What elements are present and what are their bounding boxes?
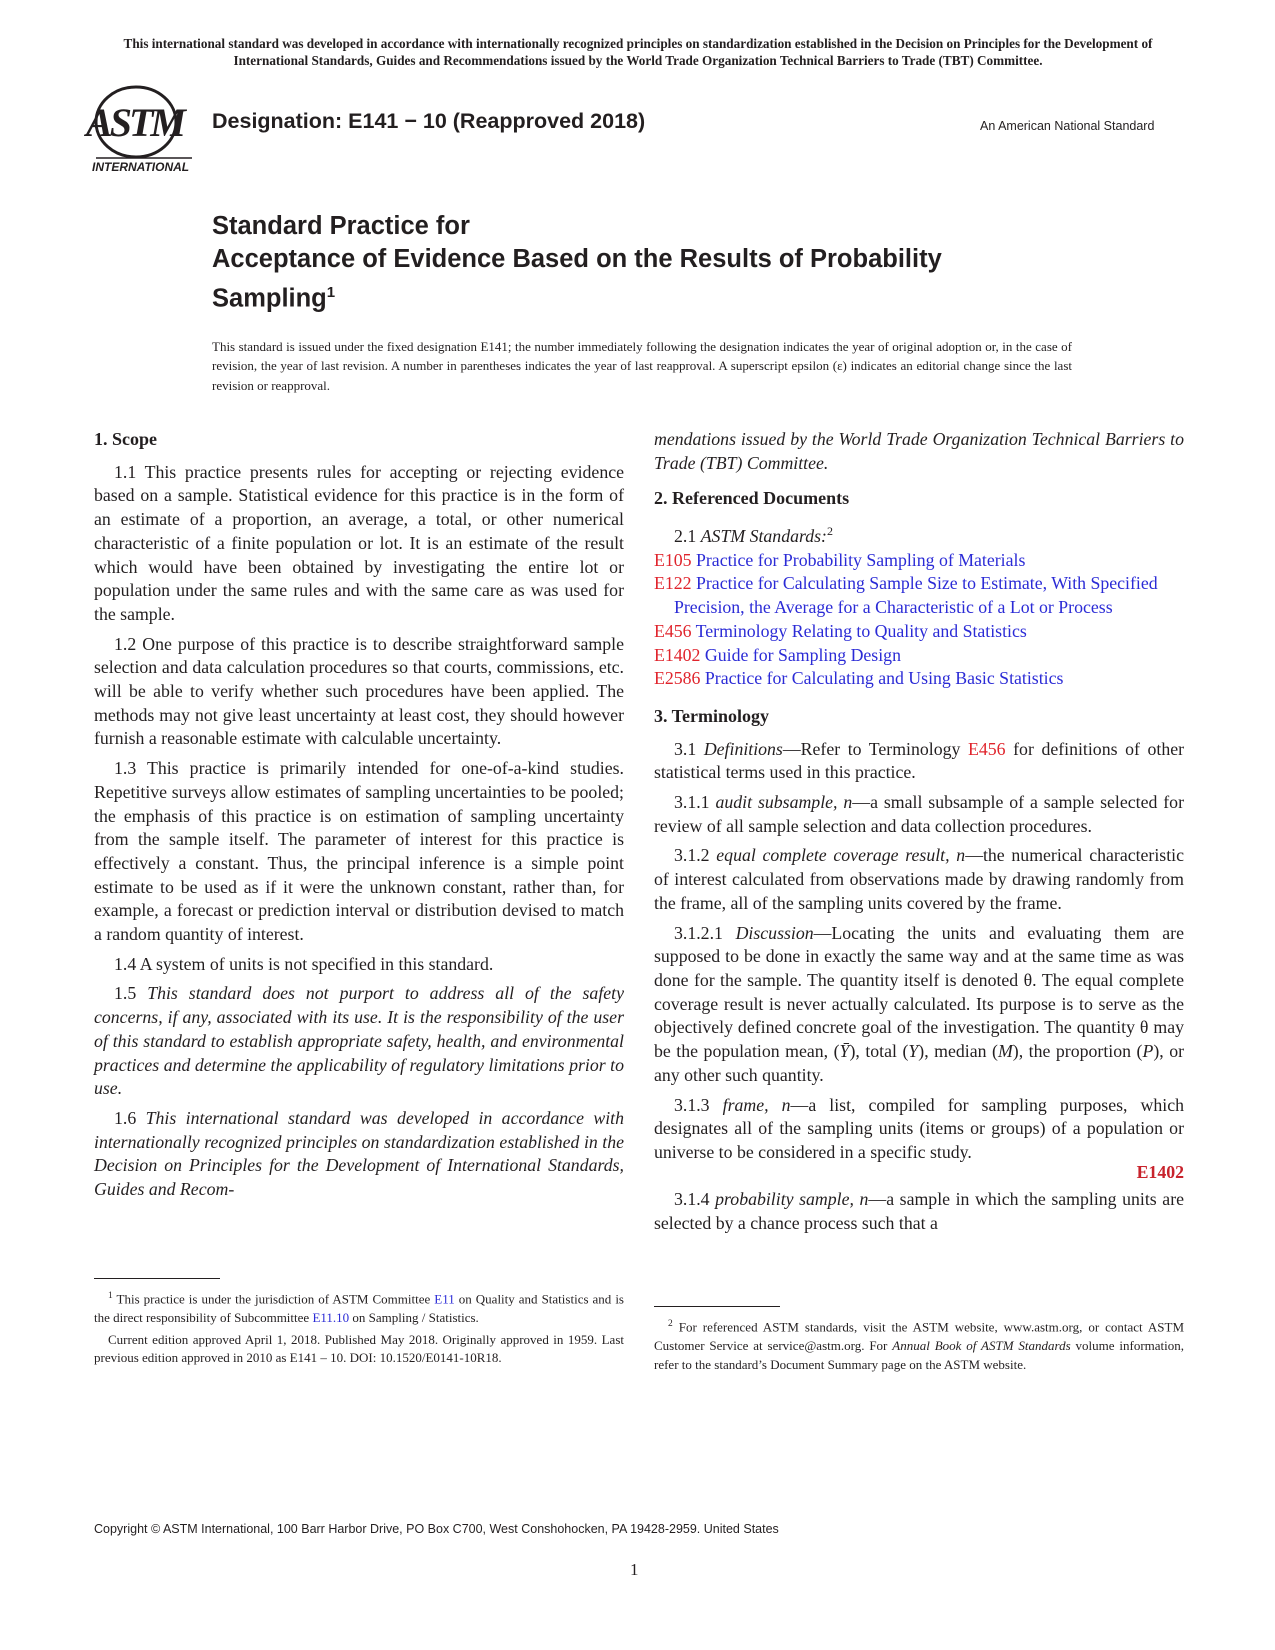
section-3-heading: 3. Terminology <box>654 705 770 726</box>
para-3-1-link-e456[interactable]: E456 <box>968 738 1006 759</box>
para-1-5-num: 1.5 <box>114 983 137 1004</box>
symbol-ybar: Ȳ <box>839 1041 850 1062</box>
reference-title[interactable]: Practice for Probability Sampling of Materials <box>696 549 1026 570</box>
fn1-text-b: on Quality and Statistics and is the direct responsibility of Subcommittee <box>94 1291 624 1325</box>
header-notice: This international standard was developed in accordance with internationally recognized principles on standardization established in the Decision on Principles for the Development of International Standards, Guides and Recommendations issued by the World Trade Organization Technical Barriers to Trade (TBT) Committee. <box>123 36 1153 68</box>
symbol-p: P <box>1142 1041 1154 1062</box>
right-column <box>654 428 1185 1372</box>
para-3-1-3-source-link[interactable]: E1402 <box>1136 1161 1184 1182</box>
designation: Designation: E141 − 10 (Reapproved 2018) <box>212 109 646 133</box>
para-1-4: 1.4 A system of units is not specified in this standard. <box>114 953 494 974</box>
copyright-footer: Copyright © ASTM International, 100 Barr Harbor Drive, PO Box C700, West Conshohocken, PA 19428-2959. United States <box>94 1522 779 1536</box>
fn1-link-e1110[interactable]: E11.10 <box>312 1309 350 1325</box>
para-3-1-2 <box>654 844 1184 915</box>
footnote-1 <box>94 1278 624 1371</box>
para-3-1-2-1-text-a: —Locating the units and evaluating them are supposed to be done in exactly the same way and at the same time as was done for the sample. The quantity itself is denoted θ. The equal complete coverage result is never actually calculated. Its purpose is to serve as the objectively defined concrete goal of the investigation. The quantity θ may be the population mean, ( <box>654 922 1184 1062</box>
para-1-6-num: 1.6 <box>114 1107 137 1128</box>
para-3-1-2-1-num: 3.1.2.1 <box>674 922 723 943</box>
title-line-3: Sampling <box>212 284 327 313</box>
para-3-1-2-1-text-d: ), the proportion ( <box>1012 1041 1143 1062</box>
para-1-6-text: This international standard was developed in accordance with internationally recognized principles on standardization established in the Decision on Principles for the Development of International Standards, Guides and Recom- <box>94 1107 624 1200</box>
title-line-1: Standard Practice for <box>212 212 470 240</box>
reference-title[interactable]: Practice for Calculating Sample Size to Estimate, With Specified Precision, the Average for a Characteristic of a Lot or Process <box>674 573 1158 618</box>
para-2-1-num: 2.1 <box>674 526 697 547</box>
para-3-1 <box>654 738 1184 785</box>
para-3-1-num: 3.1 <box>674 738 697 759</box>
national-standard-label: An American National Standard <box>980 119 1155 133</box>
fn1-mark: 1 <box>108 1291 113 1301</box>
reference-code[interactable]: E1402 <box>654 644 701 665</box>
para-1-6-continued <box>654 428 1184 475</box>
reference-code[interactable]: E2586 <box>654 668 701 689</box>
reference-item[interactable] <box>654 667 1184 691</box>
para-1-6 <box>94 1107 624 1202</box>
reference-item[interactable] <box>654 644 1184 668</box>
fn2-text-a: For referenced ASTM standards, visit the ASTM website, www.astm.org, or contact ASTM Customer Service at service@astm.org. For <box>654 1319 1185 1353</box>
fn1-paragraph-2: Current edition approved April 1, 2018. Published May 2018. Originally approved in 1959. Last previous edition approved in 2010 as E141 – 10. DOI: 10.1520/E0141-10R18. <box>94 1331 624 1366</box>
reference-code[interactable]: E122 <box>654 573 692 594</box>
footnote-rule-2 <box>654 1306 780 1307</box>
footnote-rule <box>94 1278 220 1279</box>
para-3-1-2-text: —the numerical characteristic of interest calculated from observations made by drawing randomly from the frame, all of the sampling units covered by the frame. <box>654 845 1184 913</box>
fn2-mark: 2 <box>668 1319 673 1329</box>
para-3-1-2-term: equal complete coverage result, n <box>716 845 966 866</box>
para-3-1-4-term: probability sample, n <box>715 1189 869 1210</box>
document-title <box>212 210 942 316</box>
reference-title[interactable]: Guide for Sampling Design <box>704 644 901 665</box>
reference-title[interactable]: Practice for Calculating and Using Basic Statistics <box>704 668 1064 689</box>
fn1-link-e11[interactable]: E11 <box>434 1291 455 1307</box>
para-3-1-text-b: for definitions of other statistical terms used in this practice. <box>654 738 1185 783</box>
referenced-documents-list <box>654 549 1184 691</box>
astm-logo-icon <box>86 84 202 176</box>
reference-item[interactable] <box>654 572 1184 619</box>
footnote-2 <box>654 1306 1184 1377</box>
para-3-1-2-1-term: Discussion <box>735 922 814 943</box>
section-2-heading: 2. Referenced Documents <box>654 488 850 509</box>
fn2-italic: Annual Book of ASTM Standards <box>892 1337 1071 1353</box>
title-line-2: Acceptance of Evidence Based on the Results of Probability <box>212 245 942 273</box>
para-1-5-text: This standard does not purport to address all of the safety concerns, if any, associated with its use. It is the responsibility of the user of this standard to establish appropriate safety, health, and environmental practices and determine the applicability of regulatory limitations prior to use. <box>94 983 624 1099</box>
left-column <box>94 428 624 1366</box>
para-3-1-1-term: audit subsample, n <box>715 792 853 813</box>
para-3-1-3-term: frame, n <box>722 1094 791 1115</box>
fn1-text-c: on Sampling / Statistics. <box>352 1309 479 1325</box>
reference-item[interactable] <box>654 549 1184 573</box>
para-3-1-4-num: 3.1.4 <box>674 1189 710 1210</box>
reference-item[interactable] <box>654 620 1184 644</box>
para-3-1-2-1 <box>654 922 1184 1088</box>
para-3-1-2-1-text-b: ), total ( <box>849 1041 909 1062</box>
para-3-1-3-num: 3.1.3 <box>674 1094 710 1115</box>
para-3-1-3 <box>654 1094 1184 1165</box>
para-2-1 <box>654 520 1184 549</box>
para-3-1-1-num: 3.1.1 <box>674 792 710 813</box>
para-2-1-text: ASTM Standards: <box>700 526 827 547</box>
svg-text:ASTM: ASTM <box>86 100 186 145</box>
title-footnote-mark: 1 <box>326 284 336 301</box>
para-1-3: 1.3 This practice is primarily intended for one-of-a-kind studies. Repetitive surveys allow estimates of sampling uncertainties to be pooled; the emphasis of this practice is on estimation of sampling uncertainty from the sample itself. The parameter of interest for this practice is effectively a constant. Thus, the principal inference is a simple point estimate to be used as if it were the unknown constant, rather than, for example, a forecast or prediction interval or distribution devised to match a random quantity of interest. <box>94 758 624 945</box>
reference-code[interactable]: E456 <box>654 620 692 641</box>
para-1-6-cont-text: mendations issued by the World Trade Organization Technical Barriers to Trade (TBT) Committee. <box>654 429 1184 473</box>
reference-title[interactable]: Terminology Relating to Quality and Statistics <box>695 620 1027 641</box>
para-3-1-1 <box>654 791 1184 838</box>
fn2-text-b: volume information, refer to the standard’s Document Summary page on the ASTM website. <box>654 1337 1185 1372</box>
issued-note: This standard is issued under the fixed designation E141; the number immediately following the designation indicates the year of original adoption or, in the case of revision, the year of last revision. A number in parentheses indicates the year of last reapproval. A superscript epsilon (ε) indicates an editorial change since the last revision or reapproval. <box>212 339 1072 393</box>
fn1-text-a: This practice is under the jurisdiction of ASTM Committee <box>116 1291 431 1307</box>
para-3-1-2-num: 3.1.2 <box>674 845 710 866</box>
symbol-m: M <box>997 1041 1013 1062</box>
para-1-1: 1.1 This practice presents rules for accepting or rejecting evidence based on a sample. Statistical evidence for this practice is in the form of an estimate of a proportion, an average, a total, or other numerical characteristic of a finite population or lot. It is an estimate of the result which would have been obtained by investigating the entire lot or population under the same rules and with the same care as was used for the sample. <box>94 461 624 624</box>
para-3-1-text-a: —Refer to Terminology <box>782 738 961 759</box>
reference-code[interactable]: E105 <box>654 549 692 570</box>
para-3-1-2-1-text-c: ), median ( <box>918 1041 998 1062</box>
page-number: 1 <box>630 1560 639 1579</box>
astm-logo <box>86 84 202 176</box>
para-3-1-2-1-text-e: ), or any other such quantity. <box>654 1041 1185 1085</box>
para-1-5 <box>94 982 624 1101</box>
para-2-1-fn-mark: 2 <box>826 524 833 539</box>
para-3-1-3-text: —a list, compiled for sampling purposes, which designates all of the sampling units (items or groups) of a population or universe to be considered in a specific study. <box>654 1094 1184 1162</box>
section-1-heading: 1. Scope <box>94 429 157 449</box>
para-3-1-4-text: —a sample in which the sampling units are selected by a chance process such that a <box>654 1189 1185 1234</box>
para-3-1-term: Definitions <box>703 738 783 759</box>
para-3-1-1-text: —a small subsample of a sample selected for review of all sample selection and data collection procedures. <box>654 792 1184 836</box>
symbol-y: Y <box>908 1041 919 1062</box>
para-3-1-4 <box>654 1188 1184 1235</box>
logo-text: INTERNATIONAL <box>92 160 190 174</box>
para-1-2: 1.2 One purpose of this practice is to describe straightforward sample selection and data calculation procedures so that courts, commissions, etc. will be able to verify whether such procedures have been applied. The methods may not give least uncertainty at least cost, they should however furnish a reasonable estimate with calculable uncertainty. <box>94 633 624 749</box>
